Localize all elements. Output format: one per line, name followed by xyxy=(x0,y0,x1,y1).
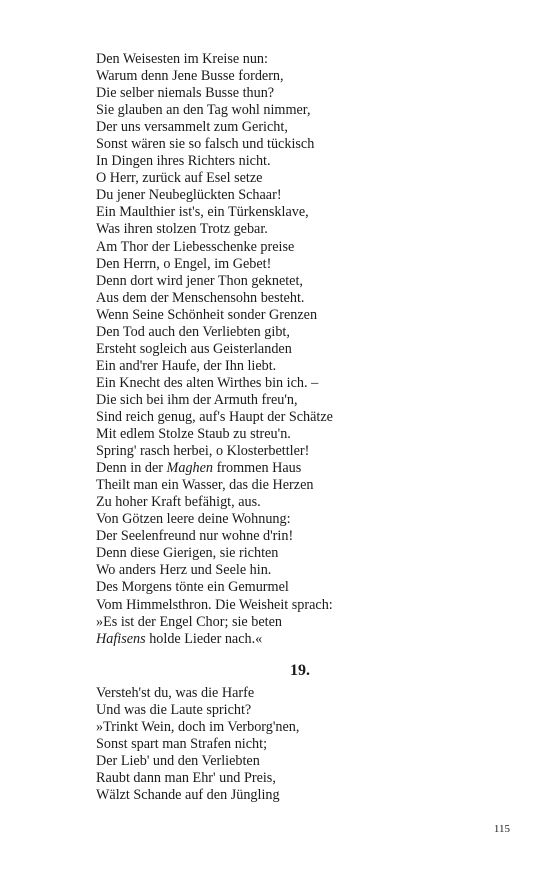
line-text: Denn in der xyxy=(96,460,167,477)
poem-line: O Herr, zurück auf Esel setze xyxy=(96,170,263,187)
poem-line: Die sich bei ihm der Armuth freu'n, xyxy=(96,391,298,408)
poem-line: Sind reich genug, auf's Haupt der Schätze xyxy=(96,408,333,425)
poem-line: »Trinkt Wein, doch im Verborg'nen, xyxy=(96,719,300,736)
poem-line: Der Lieb' und den Verliebten xyxy=(96,753,260,770)
poem-line: Ein Knecht des alten Wirthes bin ich. – xyxy=(96,374,319,391)
poem-line: Am Thor der Liebesschenke preise xyxy=(96,238,295,255)
poem-line: Den Tod auch den Verliebten gibt, xyxy=(96,323,290,340)
poem-line: In Dingen ihres Richters nicht. xyxy=(96,153,271,170)
poem-line: Wälzt Schande auf den Jüngling xyxy=(96,787,280,804)
poem-line: Du jener Neubeglückten Schaar! xyxy=(96,187,282,204)
poem-line: Denn diese Gierigen, sie richten xyxy=(96,545,279,562)
poem-line: Sonst wären sie so falsch und tückisch xyxy=(96,136,315,153)
poem-line: Wenn Seine Schönheit sonder Grenzen xyxy=(96,306,318,323)
poem-line: Theilt man ein Wasser, das die Herzen xyxy=(96,477,314,494)
poem-line: Sie glauben an den Tag wohl nimmer, xyxy=(96,102,311,119)
poem-line: Den Herrn, o Engel, im Gebet! xyxy=(96,255,272,272)
poem-line: Sonst spart man Strafen nicht; xyxy=(96,736,268,753)
poem-line: Des Morgens tönte ein Gemurmel xyxy=(96,579,289,596)
poem-continued-text xyxy=(96,51,516,648)
poem-line: Denn dort wird jener Thon geknetet, xyxy=(96,272,303,289)
italic-word-maghen: Maghen xyxy=(166,460,214,477)
poem-line: Der uns versammelt zum Gericht, xyxy=(96,119,288,136)
poem-line: Mit edlem Stolze Staub zu streu'n. xyxy=(96,426,291,443)
poem-line: »Es ist der Engel Chor; sie beten xyxy=(96,613,282,630)
poem-line: Ein Maulthier ist's, ein Türkensklave, xyxy=(96,204,309,221)
poem-line-with-italic xyxy=(96,631,516,648)
poem-line: Zu hoher Kraft befähigt, aus. xyxy=(96,494,261,511)
poem-line: Raubt dann man Ehr' und Preis, xyxy=(96,770,276,787)
page-number: 115 xyxy=(493,823,510,835)
poem-19-text xyxy=(96,685,516,804)
poem-line: Versteh'st du, was die Harfe xyxy=(96,685,255,701)
poem-line: Aus dem der Menschensohn besteht. xyxy=(96,289,305,306)
line-text: holde Lieder nach.« xyxy=(145,630,263,647)
poem-line: Wo anders Herz und Seele hin. xyxy=(96,562,272,579)
poem-line: Von Götzen leere deine Wohnung: xyxy=(96,511,291,528)
line-text: frommen Haus xyxy=(213,460,302,477)
poem-line: Ersteht sogleich aus Geisterlanden xyxy=(96,340,292,357)
poem-line: Spring' rasch herbei, o Klosterbettler! xyxy=(96,443,310,460)
poem-line-with-italic xyxy=(96,460,516,477)
italic-word-hafisens: Hafisens xyxy=(96,630,146,647)
poem-line: Die selber niemals Busse thun? xyxy=(96,85,275,102)
poem-line: Der Seelenfreund nur wohne d'rin! xyxy=(96,528,294,545)
poem-line: Was ihren stolzen Trotz gebar. xyxy=(96,221,268,238)
section-number: 19. xyxy=(290,662,310,679)
poem-line: Den Weisesten im Kreise nun: xyxy=(96,51,268,67)
poem-line: Warum denn Jene Busse fordern, xyxy=(96,68,284,85)
poem-line: Vom Himmelsthron. Die Weisheit sprach: xyxy=(96,596,333,613)
poem-line: Ein and'rer Haufe, der Ihn liebt. xyxy=(96,357,277,374)
poem-line: Und was die Laute spricht? xyxy=(96,702,252,719)
